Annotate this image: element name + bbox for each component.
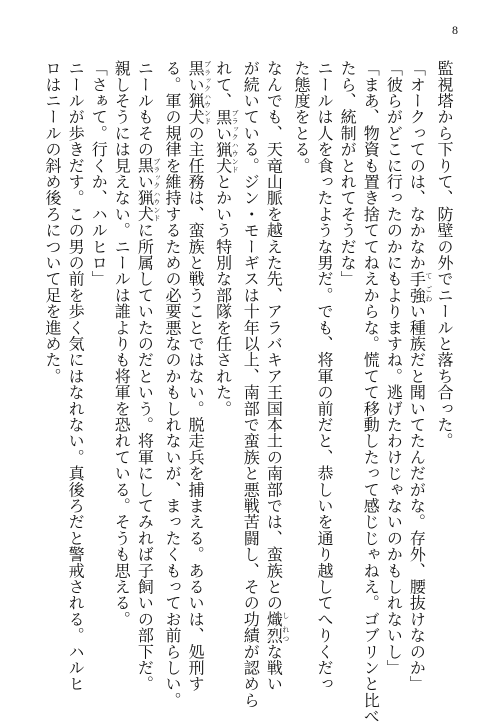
text-segment: た態度をとる。: [291, 60, 311, 174]
text-segment: に所属していたのだという。将軍にしてみれば子飼いの部下だ。: [135, 222, 155, 692]
ruby-word: [264, 610, 290, 644]
text-segment: とかいう特別な部隊を任された。: [213, 173, 233, 417]
text-line: [433, 60, 456, 672]
text-line: [290, 60, 313, 672]
text-line: [382, 60, 405, 676]
text-line: [336, 60, 359, 672]
text-line: [110, 60, 133, 672]
text-segment: 親しそうには見えない。ニールは誰よりも将軍を恐れている。そうも思える。: [112, 60, 132, 627]
text-segment: 「さぁて。行くか、ハルヒロ」: [89, 60, 109, 287]
text-segment: 「オークってのは、なかなか: [407, 60, 427, 271]
ruby-word: [213, 108, 240, 174]
text-line: [239, 60, 262, 708]
text-segment: の主任務は、蛮族と戦うことではない。脱走兵を捕まえる。あるいは、処刑す: [186, 124, 206, 692]
ruby-reading: ブラックハウンド: [231, 108, 240, 174]
ruby-base: 黒い猟犬: [213, 108, 233, 174]
text-segment: 「彼らがどこに行ったのかにもよりますね。逃げたわけじゃないのかもしれないし」: [384, 60, 404, 676]
ruby-base: 熾烈: [264, 610, 284, 644]
text-line: [133, 60, 161, 692]
ruby-base: 手強: [407, 270, 427, 304]
text-segment: が続いている。ジン・モーギスは十年以上、南部で蛮族と悪戦苦闘し、その功績が認めら: [241, 60, 261, 708]
ruby-reading: し れつ: [281, 610, 290, 644]
ruby-base: 黒い猟犬: [135, 157, 155, 223]
ruby-word: [186, 60, 212, 125]
text-line: [41, 60, 64, 672]
text-segment: たら、統制がとれてそうだな」: [338, 60, 358, 287]
text-segment: る。軍の規律を維持するための必要悪なのかもしれないが、まったくもってお前らしい。: [162, 60, 182, 708]
text-line: [212, 60, 240, 672]
ruby-word: [135, 157, 161, 223]
text-line: [161, 60, 184, 708]
ruby-reading: ブラックハウンド: [203, 60, 212, 125]
ruby-reading: ブラックハウンド: [152, 157, 161, 223]
text-segment: 「まあ、物資も置き捨ててねえからな。慌てて移動したって感じじゃねえ。ゴブリンと比べ: [361, 60, 381, 724]
text-line: [405, 60, 433, 692]
ruby-base: 黒い猟犬: [186, 60, 206, 125]
text-line: [64, 60, 87, 692]
text-segment: ロはニールの斜め後ろについて足を進めた。: [43, 60, 62, 384]
text-line: [262, 60, 290, 692]
text-segment: れて、: [213, 60, 233, 109]
text-line: [184, 60, 212, 692]
text-segment: な戦い: [264, 643, 284, 692]
text-segment: ニールは人を食ったような男だ。でも、将軍の前だと、恭しいを通り越してへりくだっ: [315, 60, 335, 692]
text-line: [87, 60, 110, 672]
ruby-reading: て ごわ: [424, 270, 433, 304]
page-number: 8: [452, 23, 458, 37]
text-segment: なんでも、天竜山脈を越えた先、アラバキア王国本土の南部では、蛮族との: [264, 60, 284, 611]
vertical-text-block: [41, 60, 456, 724]
text-segment: 監視塔から下りて、防壁の外でニールと落ち合った。: [435, 60, 454, 449]
text-segment: ニールもその: [135, 60, 155, 158]
text-line: [359, 60, 382, 724]
text-segment: ニールが歩きだす。この男の前を歩く気にはなれない。真後ろだと警戒される。ハルヒ: [66, 60, 86, 692]
text-segment: い種族だと聞いてたんだがな。存外、腰抜けなのか」: [407, 303, 427, 692]
text-line: [313, 60, 336, 692]
ruby-word: [407, 270, 433, 304]
